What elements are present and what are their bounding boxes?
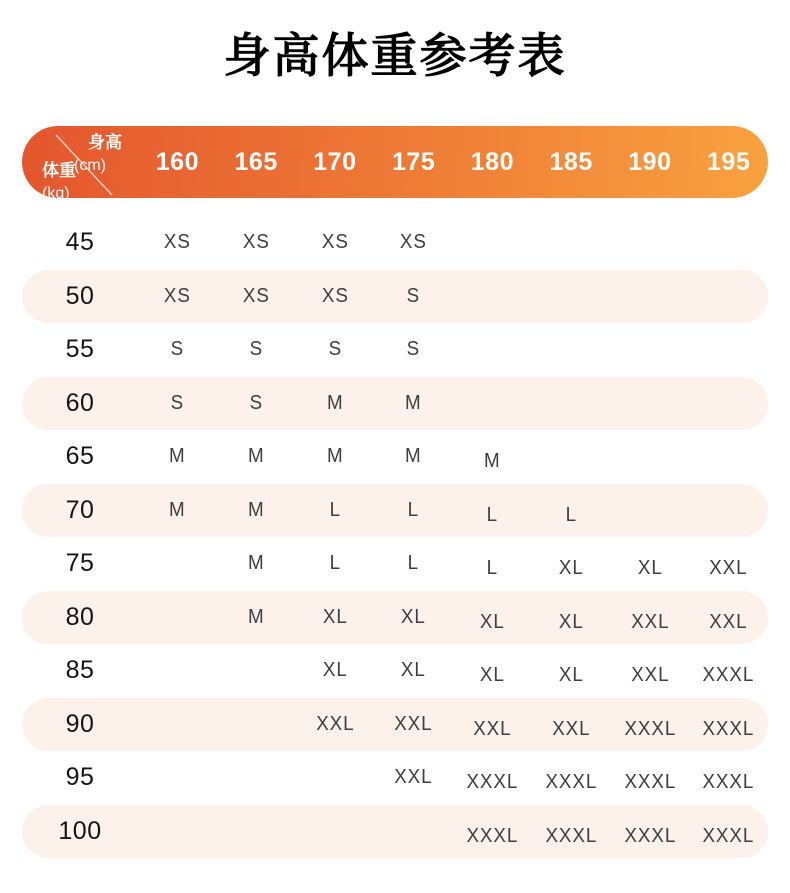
weight-cell: 65: [65, 442, 95, 471]
size-cell: XXXL: [702, 824, 755, 847]
table-row: [22, 484, 768, 538]
weight-axis-label: [42, 159, 76, 205]
size-cell: L: [329, 498, 341, 521]
size-cell: M: [326, 391, 344, 414]
table-header-bar: [22, 126, 768, 202]
size-cell: M: [405, 391, 422, 414]
size-cell: S: [249, 338, 263, 361]
weight-label: 体重: [42, 161, 76, 180]
size-cell: M: [247, 498, 265, 521]
table-row: [22, 698, 768, 752]
size-cell: XL: [322, 605, 348, 628]
size-cell: S: [170, 391, 185, 414]
table-row: [22, 270, 768, 324]
weight-cell: 55: [65, 335, 95, 364]
size-reference-table: [22, 126, 768, 858]
size-cell: XXL: [551, 717, 591, 740]
weight-cell: 95: [65, 763, 95, 792]
size-cell: S: [328, 338, 342, 361]
table-row: [22, 591, 768, 645]
size-cell: S: [406, 338, 421, 361]
height-unit: (cm): [74, 156, 106, 174]
size-cell: XS: [321, 284, 349, 307]
size-cell: XS: [163, 284, 191, 307]
size-cell: XL: [322, 659, 348, 682]
size-cell: XL: [479, 664, 505, 687]
size-cell: S: [170, 338, 185, 361]
size-cell: L: [486, 557, 499, 580]
weight-cell: 45: [65, 228, 95, 257]
size-cell: XXL: [709, 610, 748, 633]
size-cell: XL: [558, 557, 584, 580]
size-cell: XXL: [315, 712, 355, 735]
size-cell: XXXL: [466, 824, 519, 847]
height-header-cell: 195: [707, 147, 751, 176]
size-cell: XL: [479, 610, 505, 633]
height-axis-label: [74, 131, 122, 177]
size-cell: L: [565, 503, 577, 526]
weight-cell: 100: [58, 816, 102, 845]
height-header-cell: 160: [155, 147, 199, 176]
height-header-cell: 165: [234, 147, 278, 176]
size-cell: M: [247, 552, 265, 575]
table-row: [22, 377, 768, 431]
weight-cell: 60: [65, 388, 95, 417]
table-row: [22, 805, 768, 859]
size-cell: XXL: [394, 712, 433, 735]
size-cell: XXXL: [702, 717, 755, 740]
size-cell: M: [484, 450, 501, 473]
table-row: [22, 537, 768, 591]
size-cell: XS: [163, 231, 191, 254]
size-cell: XXXL: [545, 824, 598, 847]
table-row: [22, 430, 768, 484]
size-cell: XXXL: [623, 824, 676, 847]
size-cell: L: [407, 552, 420, 575]
weight-cell: 90: [65, 709, 95, 738]
size-cell: XL: [401, 605, 427, 628]
size-cell: M: [405, 445, 422, 468]
size-cell: XXXL: [623, 717, 676, 740]
size-cell: M: [247, 605, 265, 628]
size-cell: XXXL: [702, 771, 755, 794]
weight-unit: (kg): [42, 184, 70, 202]
size-cell: S: [249, 391, 263, 414]
size-cell: L: [407, 498, 420, 521]
size-cell: XXL: [709, 557, 748, 580]
corner-cell: [22, 126, 138, 202]
height-header-cell: 180: [470, 147, 514, 176]
weight-cell: 80: [65, 602, 95, 631]
size-cell: M: [247, 445, 265, 468]
size-cell: XXXL: [702, 664, 755, 687]
page-title: 身高体重参考表: [223, 29, 567, 82]
size-cell: XS: [400, 231, 428, 254]
size-cell: L: [329, 552, 341, 575]
height-header-cell: 170: [313, 147, 357, 176]
size-cell: XS: [321, 231, 349, 254]
height-header-cell: 190: [628, 147, 672, 176]
size-cell: M: [169, 445, 186, 468]
size-cell: S: [406, 284, 421, 307]
height-header-cell: 185: [549, 147, 593, 176]
weight-cell: 75: [65, 549, 95, 578]
size-cell: XS: [242, 231, 270, 254]
size-cell: XL: [558, 664, 584, 687]
size-cell: XXL: [630, 664, 670, 687]
size-cell: XS: [242, 284, 270, 307]
table-body: [22, 216, 768, 858]
size-cell: XXL: [473, 717, 512, 740]
weight-cell: 85: [65, 656, 95, 685]
size-cell: XL: [637, 557, 663, 580]
size-cell: XXL: [394, 766, 433, 789]
height-label: 身高: [88, 133, 122, 152]
weight-cell: 50: [65, 281, 95, 310]
size-cell: XL: [558, 610, 584, 633]
size-cell: XXXL: [466, 771, 519, 794]
size-cell: XXL: [630, 610, 670, 633]
table-row: [22, 644, 768, 698]
size-cell: M: [169, 498, 186, 521]
size-cell: XXXL: [623, 771, 676, 794]
height-header-cell: 175: [392, 147, 436, 176]
size-cell: XL: [401, 659, 427, 682]
size-cell: M: [326, 445, 344, 468]
table-row: [22, 323, 768, 377]
size-cell: XXXL: [545, 771, 598, 794]
table-row: [22, 216, 768, 270]
weight-cell: 70: [65, 495, 95, 524]
size-cell: L: [486, 503, 499, 526]
table-row: [22, 751, 768, 805]
